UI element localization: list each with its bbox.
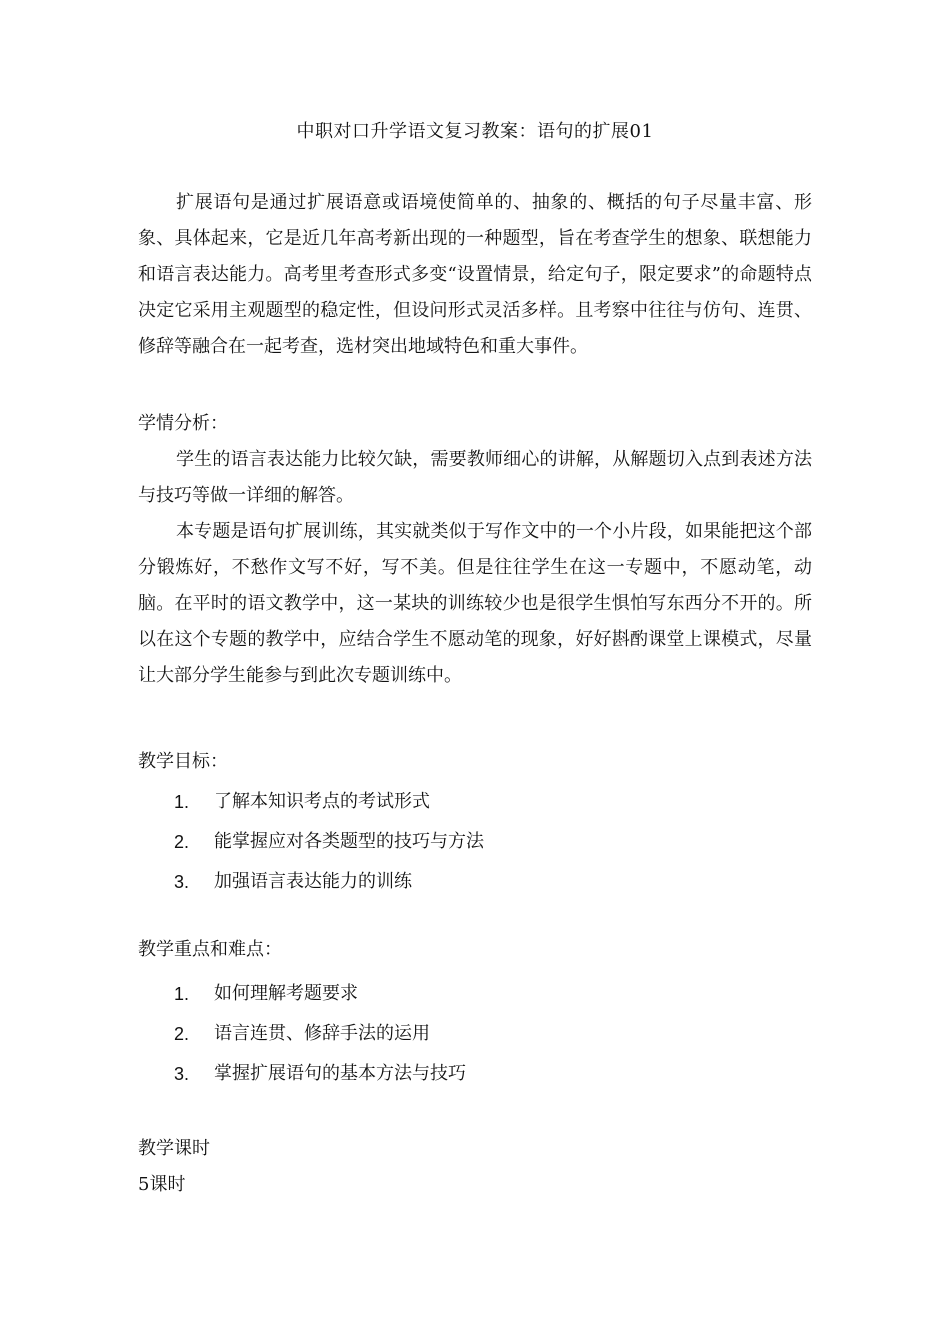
list-item-text: 如何理解考题要求 (214, 983, 358, 1004)
list-item-number: 2. (174, 1024, 190, 1044)
intro-section (138, 185, 812, 365)
list-item-number: 3. (174, 1064, 190, 1084)
list-item-text: 掌握扩展语句的基本方法与技巧 (214, 1063, 466, 1084)
list-item-text: 语言连贯、修辞手法的运用 (214, 1023, 430, 1044)
list-item (138, 1014, 812, 1054)
goals-heading: 教学目标： (138, 751, 228, 772)
analysis-paragraph-2: 本专题是语句扩展训练，其实就类似于写作文中的一个小片段，如果能把这个部分锻炼好，不愁作文写不好，写不美。但是往往学生在这一专题中，不愿动笔，动脑。在平时的语文教学中，这一某块的训练较少也是很学生惧怕写东西分不开的。所以在这个专题的教学中，应结合学生不愿动笔的现象，好好斟酌课堂上课模式，尽量让大部分学生能参与到此次专题训练中。 (138, 521, 812, 686)
list-item-number: 3. (174, 872, 190, 892)
keypoints-section (138, 932, 812, 1094)
list-item-number: 2. (174, 832, 190, 852)
list-item (138, 862, 812, 902)
keypoints-list (138, 974, 812, 1094)
goals-section (138, 744, 812, 902)
analysis-paragraph-1: 学生的语言表达能力比较欠缺，需要教师细心的讲解，从解题切入点到表述方法与技巧等做一详细的解答。 (138, 449, 812, 506)
hours-heading: 教学课时 (138, 1138, 210, 1159)
list-item-text: 了解本知识考点的考试形式 (214, 791, 430, 812)
list-item-number: 1. (174, 792, 190, 812)
list-item (138, 782, 812, 822)
hours-section (138, 1131, 812, 1203)
list-item (138, 1054, 812, 1094)
list-item (138, 974, 812, 1014)
document-title: 中职对口升学语文复习教案：语句的扩展01 (296, 121, 654, 142)
keypoints-heading: 教学重点和难点： (138, 939, 282, 960)
list-item (138, 822, 812, 862)
analysis-heading: 学情分析： (138, 413, 228, 434)
goals-list (138, 782, 812, 902)
intro-paragraph: 扩展语句是通过扩展语意或语境使简单的、抽象的、概括的句子尽量丰富、形象、具体起来，它是近几年高考新出现的一种题型，旨在考查学生的想象、联想能力和语言表达能力。高考里考查形式多变“设置情景，给定句子，限定要求”的命题特点决定它采用主观题型的稳定性，但设问形式灵活多样。且考察中往往与仿句、连贯、修辞等融合在一起考查，选材突出地域特色和重大事件。 (138, 192, 812, 357)
list-item-text: 加强语言表达能力的训练 (214, 871, 412, 892)
analysis-section (138, 406, 812, 694)
list-item-number: 1. (174, 984, 190, 1004)
list-item-text: 能掌握应对各类题型的技巧与方法 (214, 831, 484, 852)
hours-value: 5课时 (138, 1174, 186, 1195)
